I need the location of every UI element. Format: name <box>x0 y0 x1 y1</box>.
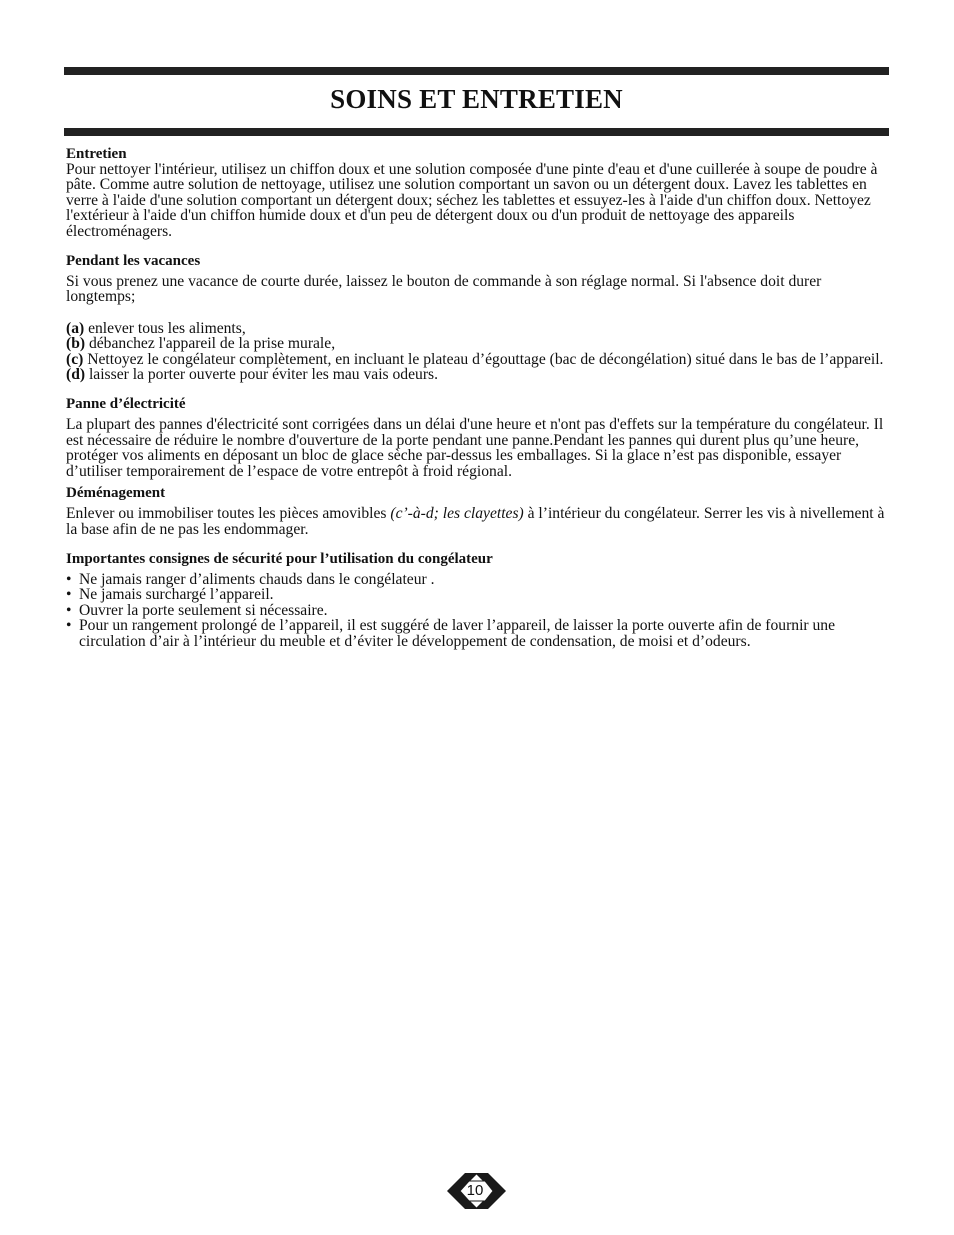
section-title: Pendant les vacances <box>66 253 201 270</box>
item-text: Pour un rangement prolongé de l’appareil, il est suggéré de laver l’appareil, de laisser la porte ouverte afin de fournir une circulation d’air à l’intérieur du meuble et d’éviter le développement de condensation, de moisi et d’odeurs. <box>79 617 836 650</box>
item-text: débanchez l'appareil de la prise murale, <box>88 335 336 353</box>
page-title: SOINS ET ENTRETIEN <box>330 84 623 114</box>
item-text: Ne jamais surchargé l’appareil. <box>79 586 274 604</box>
text-italic: (c’-à-d; les clayettes) <box>390 505 524 523</box>
section-vacances <box>66 253 888 382</box>
page-content <box>66 146 888 663</box>
list-item <box>66 352 888 367</box>
bullet-icon: • <box>66 617 72 635</box>
header-rule-bottom <box>64 128 889 136</box>
list-item <box>66 618 888 649</box>
section-title: Déménagement <box>66 485 166 502</box>
spacer <box>66 305 888 321</box>
item-text: enlever tous les aliments, <box>88 319 246 337</box>
page-number-badge <box>447 1172 507 1210</box>
bullet-list <box>66 572 888 649</box>
section-text: La plupart des pannes d'électricité sont corrigées dans un délai d'une heure et n'ont pas d'effets sur la température du congélateur. Il est nécessaire de réduire le nombre d'ouverture de la porte pendant une panne.Pendant les pannes qui durent plus qu’une heure, protéger vos aliments en déposant un bloc de glace sèche par-dessus les emballages. Si la glace n’est pas disponible, essayer d’utiliser temporairement de l’espace de votre entrepôt à froid régional. <box>66 416 884 480</box>
item-label: (d) <box>66 366 86 384</box>
section-text: Pour nettoyer l'intérieur, utilisez un chiffon doux et une solution composée d'une pinte d'eau et d'une cuillerée à soupe de poudre à pâte. Comme autre solution de nettoyage, utilisez une solution comportant un savon ou un détergent doux. Lavez les tablettes en verre à l'aide d'une solution comportant un détergent doux; séchez les tablettes et essuyez-les à l'aide d'un chiffon doux. Nettoyez l'extérieur à l'aide d'un chiffon humide doux et d'un peu de détergent doux ou d'un produit de nettoyage des appareils électroménagers. <box>66 161 878 240</box>
section-demenagement <box>66 485 888 537</box>
text-part: à l’intérieur du congélateur. Serrer les vis à nivellement à la base afin de ne pas les endommager. <box>66 505 885 538</box>
bullet-icon: • <box>66 570 72 588</box>
list-item <box>66 321 888 336</box>
item-label: (b) <box>66 335 86 353</box>
section-title: Entretien <box>66 146 127 162</box>
text-part: Enlever ou immobiliser toutes les pièces amovibles <box>66 505 391 523</box>
list-item <box>66 603 888 618</box>
item-text: Nettoyez le congélateur complètement, en incluant le plateau d’égouttage (bac de décongélation) situé dans le bas de l’appareil. <box>87 350 884 368</box>
section-intro: Si vous prenez une vacance de courte durée, laissez le bouton de commande à son réglage normal. Si l'absence doit durer longtemps; <box>66 273 822 306</box>
header-rule-top <box>64 67 889 75</box>
section-securite <box>66 551 888 649</box>
bullet-icon: • <box>66 586 72 604</box>
item-label: (a) <box>66 319 85 337</box>
section-title: Importantes consignes de sécurité pour l’utilisation du congélateur <box>66 550 493 567</box>
list-item <box>66 336 888 351</box>
page-number: 10 <box>466 1182 484 1199</box>
bullet-icon: • <box>66 601 72 619</box>
item-text: Ne jamais ranger d’aliments chauds dans le congélateur . <box>79 570 435 588</box>
list-item <box>66 572 888 587</box>
section-title: Panne d’électricité <box>66 396 186 413</box>
list-item <box>66 587 888 602</box>
item-text: laisser la porter ouverte pour éviter les mau vais odeurs. <box>88 366 438 384</box>
item-label: (c) <box>66 350 84 368</box>
section-panne <box>66 396 888 479</box>
section-entretien <box>66 146 888 239</box>
item-text: Ouvrer la porte seulement si nécessaire. <box>79 601 328 619</box>
section-text <box>66 506 888 537</box>
list-item <box>66 367 888 382</box>
